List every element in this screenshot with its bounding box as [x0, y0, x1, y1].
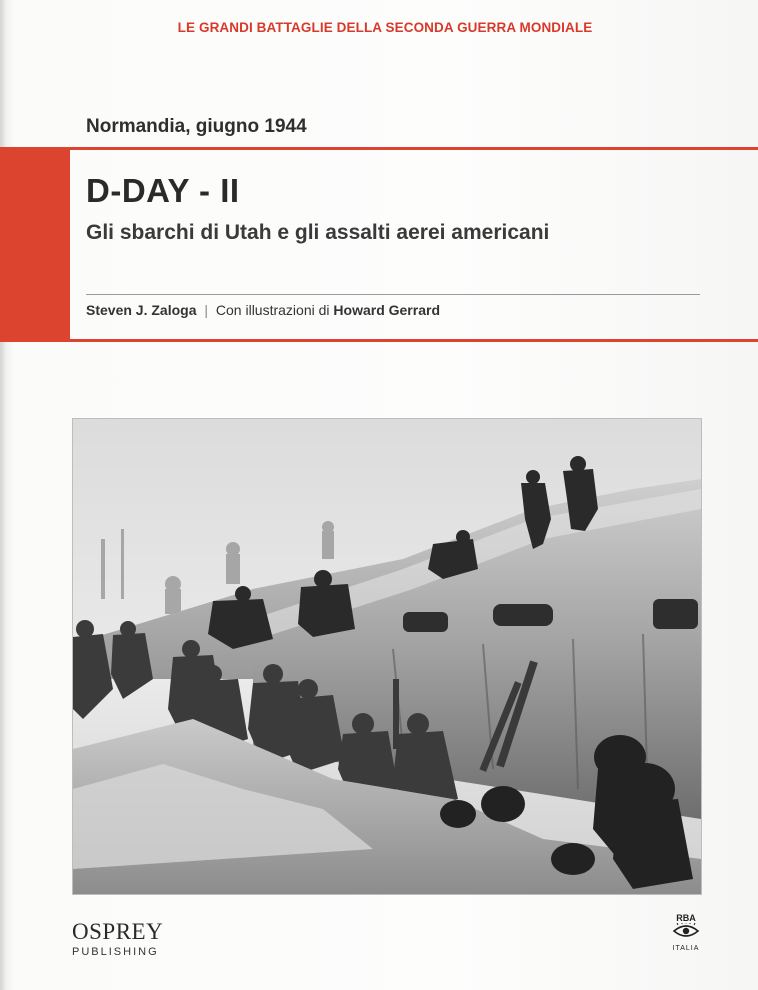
series-title: LE GRANDI BATTAGLIE DELLA SECONDA GUERRA MONDIALE [177, 20, 593, 35]
rba-italia-label: ITALIA [672, 945, 700, 952]
publisher-logo [72, 920, 163, 958]
book-title: D-DAY - II [86, 172, 240, 209]
publisher-subname: PUBLISHING [72, 946, 159, 958]
cover-photo [72, 418, 702, 895]
divider [86, 294, 700, 295]
illustrator-name: Howard Gerrard [333, 302, 440, 318]
author-name: Steven J. Zaloga [86, 302, 197, 318]
credits [86, 302, 440, 318]
red-rule-top [70, 147, 758, 150]
book-subtitle: Gli sbarchi di Utah e gli assalti aerei americani [86, 221, 550, 244]
illustrations-label: Con illustrazioni di [215, 302, 330, 318]
rba-eye-icon [672, 923, 700, 939]
red-accent-block [0, 147, 70, 342]
rba-label: RBA [676, 913, 696, 923]
publisher-name: OSPREY [72, 919, 164, 944]
rba-italia-logo [664, 913, 708, 952]
location-date: Normandia, giugno 1944 [86, 116, 307, 137]
credits-separator: | [204, 302, 209, 318]
red-rule-bottom [70, 339, 758, 342]
